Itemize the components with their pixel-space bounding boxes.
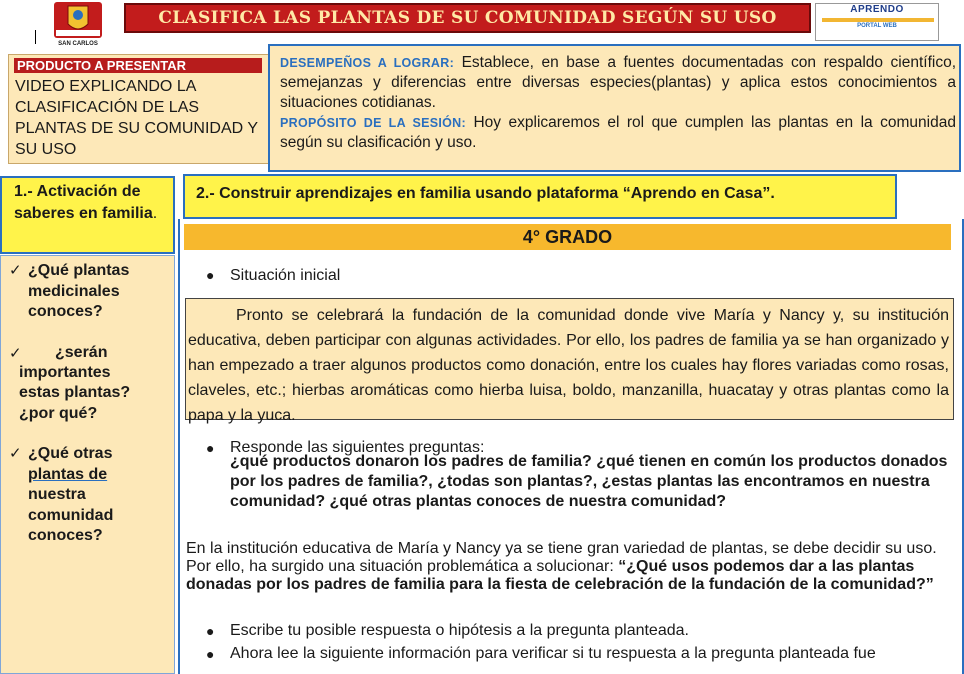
portal-logo-stripe	[822, 18, 934, 22]
desempenos-text: Establece, en base a fuentes documentadas con respaldo científico, semejanzas y diferencias entre diversas especies(plantas) y aplica estos conocimientos a situaciones cotidianas.	[280, 54, 957, 111]
desempenos-label: DESEMPEÑOS A LOGRAR	[280, 56, 450, 70]
question-2-line-3: estas plantas?	[19, 384, 131, 401]
desempenos-body: DESEMPEÑOS A LOGRAR: Establece, en base a fuentes documentadas con respaldo científico, semejanzas y diferencias entre diversas especies(plantas) y aplica estos conocimientos a situaciones cotidianas. PROPÓSITO DE LA SESIÓN: Hoy explicaremos el rol que cumplen las plantas en la comunidad según su clasificación y uso.	[280, 54, 957, 151]
text-cursor-mark	[35, 30, 36, 44]
school-crest-icon	[50, 0, 106, 46]
situacion-label: Situación inicial	[230, 267, 341, 284]
institucion-paragraph: En la institución educativa de María y Nancy ya se tiene gran variedad de plantas, se debe decidir su uso. Por ello, ha surgido una situación problemática a solucionar: “¿Qué usos podemos dar a las plantas donadas por los padres de familia para la fiesta de celebración de la fundación de la comunidad?”	[186, 540, 937, 593]
portal-logo-top-text: APRENDO	[850, 4, 904, 15]
school-name: SAN CARLOS	[58, 41, 98, 47]
aprendo-portal-logo	[815, 3, 939, 41]
responde-label: Responde las siguientes preguntas:	[230, 439, 485, 456]
question-1-line-3: conoces?	[28, 303, 103, 320]
bullet-icon: ●	[206, 646, 215, 662]
desempenos-box	[268, 44, 961, 172]
left-questions-panel	[0, 255, 175, 674]
situacion-text: Pronto se celebrará la fundación de la comunidad donde vive María y Nancy y, su institución educativa, deben participar con algunas actividades. Por ello, los padres de familia ya se han organizado y han empezado a traer algunos productos como donación, entre los cuales hay flores variadas como rosas, claveles, etc.; hierbas aromáticas como hierba luisa, boldo, manzanilla, huacatay y otras plantas como la papa y la yuca.	[188, 307, 949, 424]
page-title: CLASIFICA LAS PLANTAS DE SU COMUNIDAD SEGÚN SU USO	[124, 3, 811, 33]
section-1-title: 1.- Activación de saberes en familia.	[14, 183, 158, 222]
question-3-line-2: plantas de	[28, 466, 108, 483]
section-2-box	[183, 174, 897, 219]
question-1-line-1: ¿Qué plantas	[28, 262, 130, 279]
checkmark-icon: ✓	[9, 262, 22, 279]
lee-instruction: Ahora lee la siguiente información para verificar si tu respuesta a la pregunta planteada fue	[230, 645, 876, 662]
question-1-line-2: medicinales	[28, 283, 120, 300]
bullet-icon: ●	[206, 623, 215, 639]
question-3-line-4: comunidad	[28, 507, 114, 524]
checkmark-icon: ✓	[9, 345, 22, 362]
producto-text: VIDEO EXPLICANDO LA CLASIFICACIÓN DE LAS PLANTAS DE SU COMUNIDAD Y SU USO	[15, 78, 258, 158]
portal-logo-mid-text: PORTAL WEB	[857, 23, 897, 29]
producto-label: PRODUCTO A PRESENTAR	[14, 58, 262, 73]
hipotesis-instruction: Escribe tu posible respuesta o hipótesis a la pregunta planteada.	[230, 622, 689, 639]
grade-header: 4° GRADO	[184, 224, 951, 250]
question-3-line-1: ¿Qué otras	[28, 445, 113, 462]
section-2-title: 2.- Construir aprendizajes en familia usando plataforma “Aprendo en Casa”.	[196, 185, 775, 202]
checkmark-icon: ✓	[9, 445, 22, 462]
bullet-icon: ●	[206, 267, 215, 283]
proposito-label: PROPÓSITO DE LA SESIÓN	[280, 116, 462, 130]
question-2-line-1: ¿serán	[55, 344, 108, 361]
situacion-box	[185, 298, 954, 424]
section-1-box	[0, 176, 175, 254]
question-3-line-3: nuestra	[28, 486, 86, 503]
bullet-icon: ●	[206, 440, 215, 456]
question-2-line-2: importantes	[19, 364, 111, 381]
preguntas-text: ¿qué productos donaron los padres de familia? ¿qué tienen en común los productos donados por los padres de familia?, ¿todas son plantas?, ¿estas plantas las encontramos en nuestra comunidad? ¿qué otras plantas conoces de nuestra comunidad?	[230, 453, 948, 510]
question-2-line-4: ¿por qué?	[19, 405, 98, 422]
producto-box	[8, 54, 270, 164]
proposito-text: Hoy explicaremos el rol que cumplen las plantas en la comunidad según su clasificación y uso.	[280, 114, 956, 151]
question-3-line-5: conoces?	[28, 527, 103, 544]
